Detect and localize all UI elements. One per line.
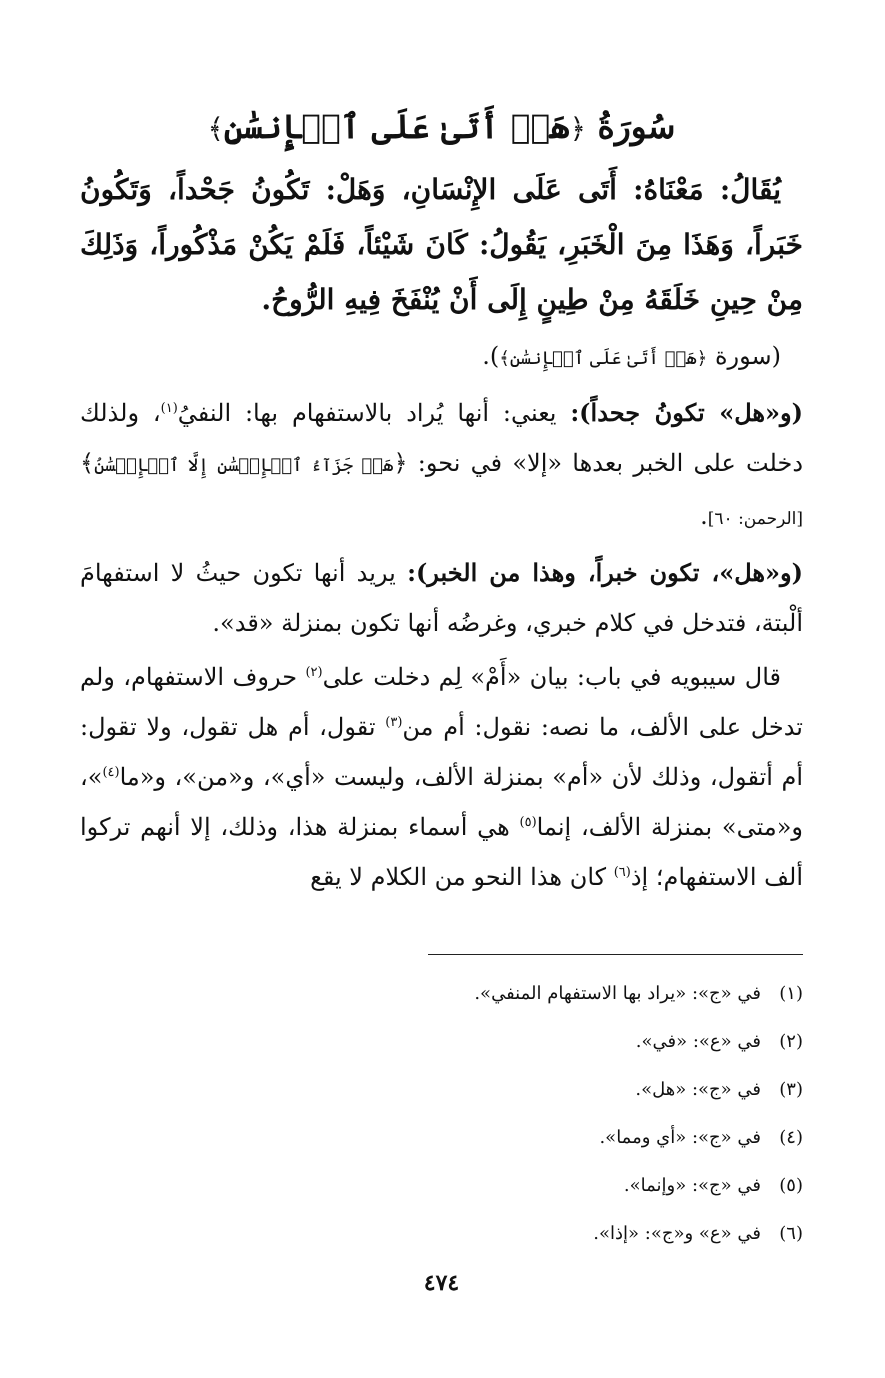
commentary-khabar — [80, 548, 803, 648]
verse-quote-close: ﴾ — [80, 449, 95, 477]
footnote-text: في «ج»: «أي ومما». — [599, 1127, 761, 1148]
footnote-ref-3: (٣) — [385, 715, 403, 730]
sibawayh-text-6: كان هذا النحو من الكلام لا يقع — [310, 863, 614, 891]
sibawayh-text-3: تقول، أم هل تقول، ولا تقول: أم أتقول، وذلك لأن «أم» بمنزلة الألف، وليست «أي»، و«من»، و«ما — [80, 713, 803, 791]
footnote-number: (٦) — [779, 1223, 803, 1244]
surah-name: هَلۡ أَتَىٰ عَلَى ٱلۡإِنسَٰنِ — [223, 107, 570, 146]
jahd-text-1: يعني: أنها يُراد بالاستفهام بها: النفيُ — [177, 399, 571, 427]
khabar-text: يريد أنها تكون حيثُ لا استفهامَ ألْبتة، فتدخل في كلام خبري، وغرضُه أنها تكون بمنزلة «قد». — [80, 559, 803, 637]
page — [80, 100, 803, 1318]
surah-title — [80, 100, 803, 156]
ornament-close: ﴾ — [207, 112, 224, 145]
commentary-surah-name — [80, 331, 803, 384]
footnote-ref-5: (٥) — [519, 815, 537, 830]
footnote-ref-1: (١) — [160, 401, 178, 416]
ornament-open: ﴿ — [569, 112, 587, 145]
footnote-item — [80, 1162, 803, 1210]
footnote-text: في «ج»: «وإنما». — [623, 1175, 761, 1196]
surah-open: (سورة — [707, 342, 781, 370]
footnote-text: في «ج»: «هل». — [635, 1079, 761, 1100]
surah-quote-name: هَلۡ أَتَىٰ عَلَى ٱلۡإِنسَٰنِ — [509, 348, 697, 369]
footnote-item — [80, 970, 803, 1018]
footnote-ref-6: (٦) — [613, 865, 631, 880]
khabar-label: (و«هل»، تكون خبراً، وهذا من الخبر): — [407, 558, 803, 587]
footnote-item — [80, 1066, 803, 1114]
verse-reference: [الرحمن: ٦٠] — [707, 509, 803, 529]
verse-quote-open: ﴿ — [393, 449, 408, 477]
surah-quote-open: ﴿ — [696, 348, 708, 369]
footnote-number: (٤) — [779, 1127, 803, 1148]
original-text-quote: يُقَالُ: مَعْنَاهُ: أَتَى عَلَى الإِنْسَانِ، وَهَلْ: تَكُونُ جَحْداً، وَتَكُونُ خَبَراً، وَهَذَا مِنَ الْخَبَرِ، يَقُولُ: كَانَ شَيْئاً، فَلَمْ يَكُنْ مَذْكُوراً، وَذَلِكَ مِنْ حِينِ خَلَقَهُ مِنْ طِينٍ إِلَى أَنْ يُنْفَخَ فِيهِ الرُّوحُ. — [80, 173, 803, 316]
footnote-text: في «ع»: «في». — [635, 1031, 761, 1052]
sibawayh-text-2: حروف الاستفهام، ولم تدخل على الألف، ما نصه: نقول: أم من — [80, 663, 803, 741]
surah-quote-close: ﴾ — [499, 348, 510, 369]
surah-close: ). — [482, 342, 500, 370]
footnote-number: (٥) — [779, 1175, 803, 1196]
commentary-jahd — [80, 388, 803, 544]
page-number: ٤٧٤ — [423, 1270, 460, 1296]
surah-word: سُورَةُ — [597, 107, 676, 146]
verse-text: هَلۡ جَزَآءُ ٱلۡإِحۡسَٰنِ إِلَّا ٱلۡإِحۡسَٰنُ — [94, 455, 394, 476]
footnote-text: في «ج»: «يراد بها الاستفهام المنفي». — [474, 983, 761, 1004]
footnote-ref-4: (٤) — [102, 765, 120, 780]
sibawayh-text-5: هي أسماء بمنزلة هذا، وذلك، إلا أنهم تركوا ألف الاستفهام؛ إذ — [80, 813, 803, 891]
footnote-item — [80, 1018, 803, 1066]
footnote-number: (٢) — [779, 1031, 803, 1052]
jahd-label: (و«هل» تكونُ جحداً): — [570, 398, 803, 427]
jahd-text-2: ، ولذلك دخلت على الخبر بعدها «إلا» في نحو: — [80, 399, 804, 477]
footnote-text: في «ع» و«ج»: «إذا». — [593, 1223, 761, 1244]
jahd-end: . — [700, 502, 708, 530]
footnote-item — [80, 1210, 803, 1258]
footnote-number: (١) — [779, 983, 803, 1004]
sibawayh-text-1: قال سيبويه في باب: بيان «أَمْ» لِم دخلت على — [322, 663, 781, 691]
footnotes-list — [80, 970, 803, 1258]
footnote-divider — [428, 954, 803, 955]
footnote-item — [80, 1114, 803, 1162]
sibawayh-text-4: »، و«متى» بمنزلة الألف، إنما — [80, 763, 803, 841]
commentary-sibawayh — [80, 652, 803, 902]
footnote-number: (٣) — [779, 1079, 803, 1100]
footnote-ref-2: (٢) — [305, 665, 323, 680]
